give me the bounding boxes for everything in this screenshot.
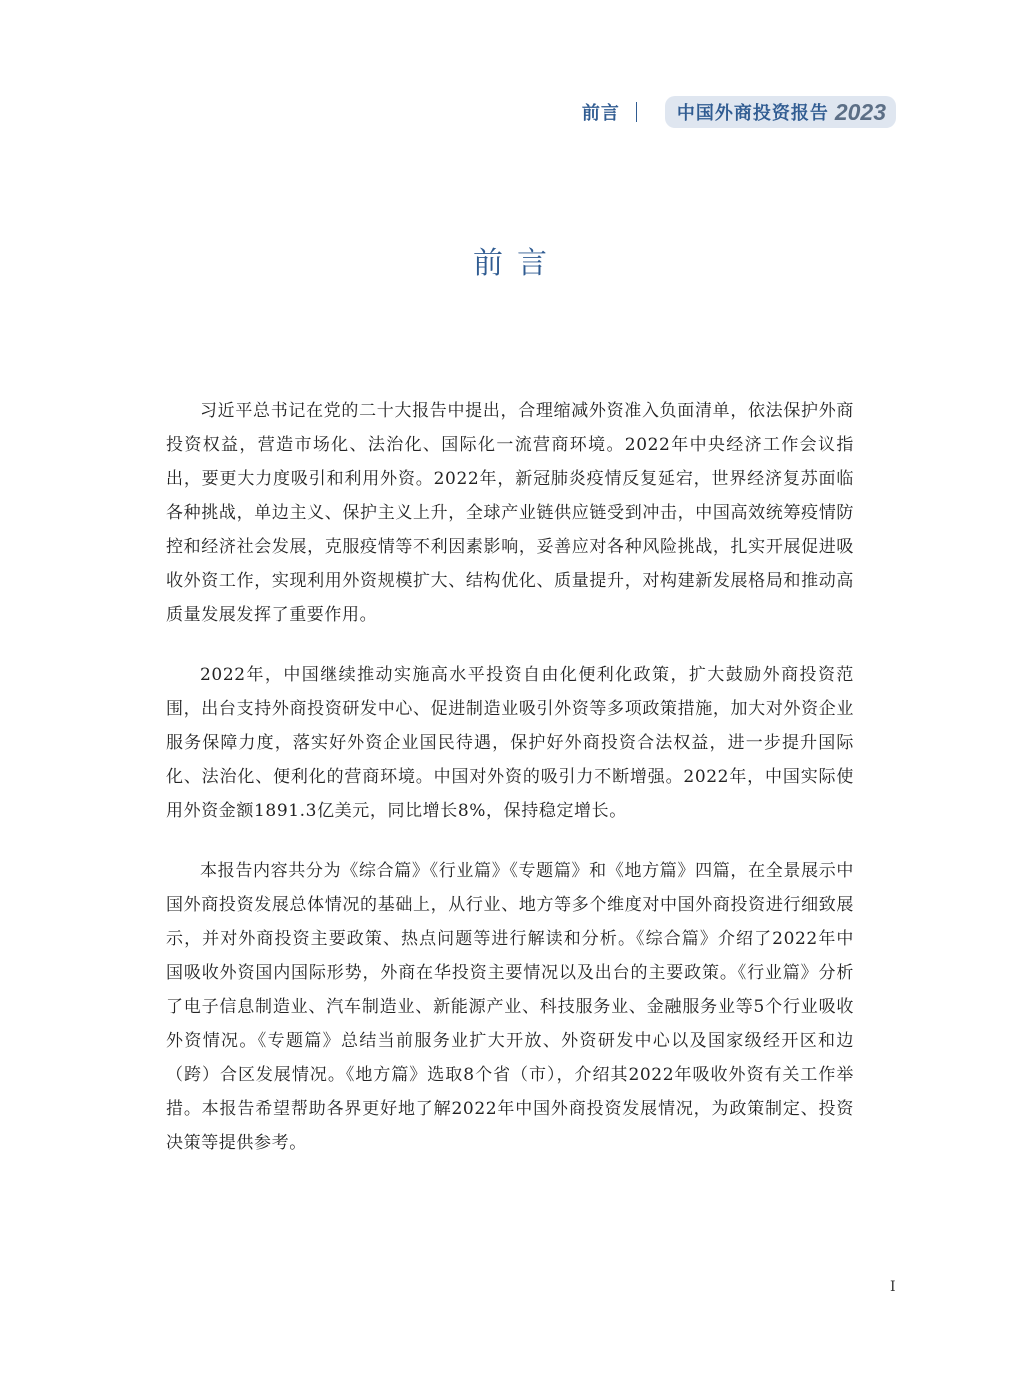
paragraph: 2022年，中国继续推动实施高水平投资自由化便利化政策，扩大鼓励外商投资范围，出台支持外商投资研发中心、促进制造业吸引外资等多项政策措施，加大对外资企业服务保障力度，落实好外资企业国民待遇，保护好外商投资合法权益，进一步提升国际化、法治化、便利化的营商环境。中国对外资的吸引力不断增强。2022年，中国实际使用外资金额1891.3亿美元，同比增长8%，保持稳定增长。	[166, 665, 854, 821]
paragraph: 习近平总书记在党的二十大报告中提出，合理缩减外资准入负面清单，依法保护外商投资权益，营造市场化、法治化、国际化一流营商环境。2022年中央经济工作会议指出，要更大力度吸引和利用外资。2022年，新冠肺炎疫情反复延宕，世界经济复苏面临各种挑战，单边主义、保护主义上升，全球产业链供应链受到冲击，中国高效统筹疫情防控和经济社会发展，克服疫情等不利因素影响，妥善应对各种风险挑战，扎实开展促进吸收外资工作，实现利用外资规模扩大、结构优化、质量提升，对构建新发展格局和推动高质量发展发挥了重要作用。	[166, 401, 854, 625]
paragraph: 本报告内容共分为《综合篇》《行业篇》《专题篇》和《地方篇》四篇，在全景展示中国外商投资发展总体情况的基础上，从行业、地方等多个维度对中国外商投资进行细致展示，并对外商投资主要政策、热点问题等进行解读和分析。《综合篇》介绍了2022年中国吸收外资国内国际形势，外商在华投资主要情况以及出台的主要政策。《行业篇》分析了电子信息制造业、汽车制造业、新能源产业、科技服务业、金融服务业等5个行业吸收外资情况。《专题篇》总结当前服务业扩大开放、外资研发中心以及国家级经开区和边（跨）合区发展情况。《地方篇》选取8个省（市），介绍其2022年吸收外资有关工作举措。本报告希望帮助各界更好地了解2022年中国外商投资发展情况，为政策制定、投资决策等提供参考。	[166, 861, 854, 1153]
header-report-title-badge	[665, 96, 896, 128]
header-divider	[636, 102, 637, 122]
header-report-year: 2023	[834, 98, 886, 125]
page-title: 前言	[473, 246, 561, 281]
header-section-label: 前言	[581, 103, 620, 124]
running-header	[582, 96, 896, 128]
page-number: I	[890, 1279, 896, 1295]
preface-body	[166, 394, 854, 1186]
header-report-title: 中国外商投资报告	[676, 103, 829, 124]
